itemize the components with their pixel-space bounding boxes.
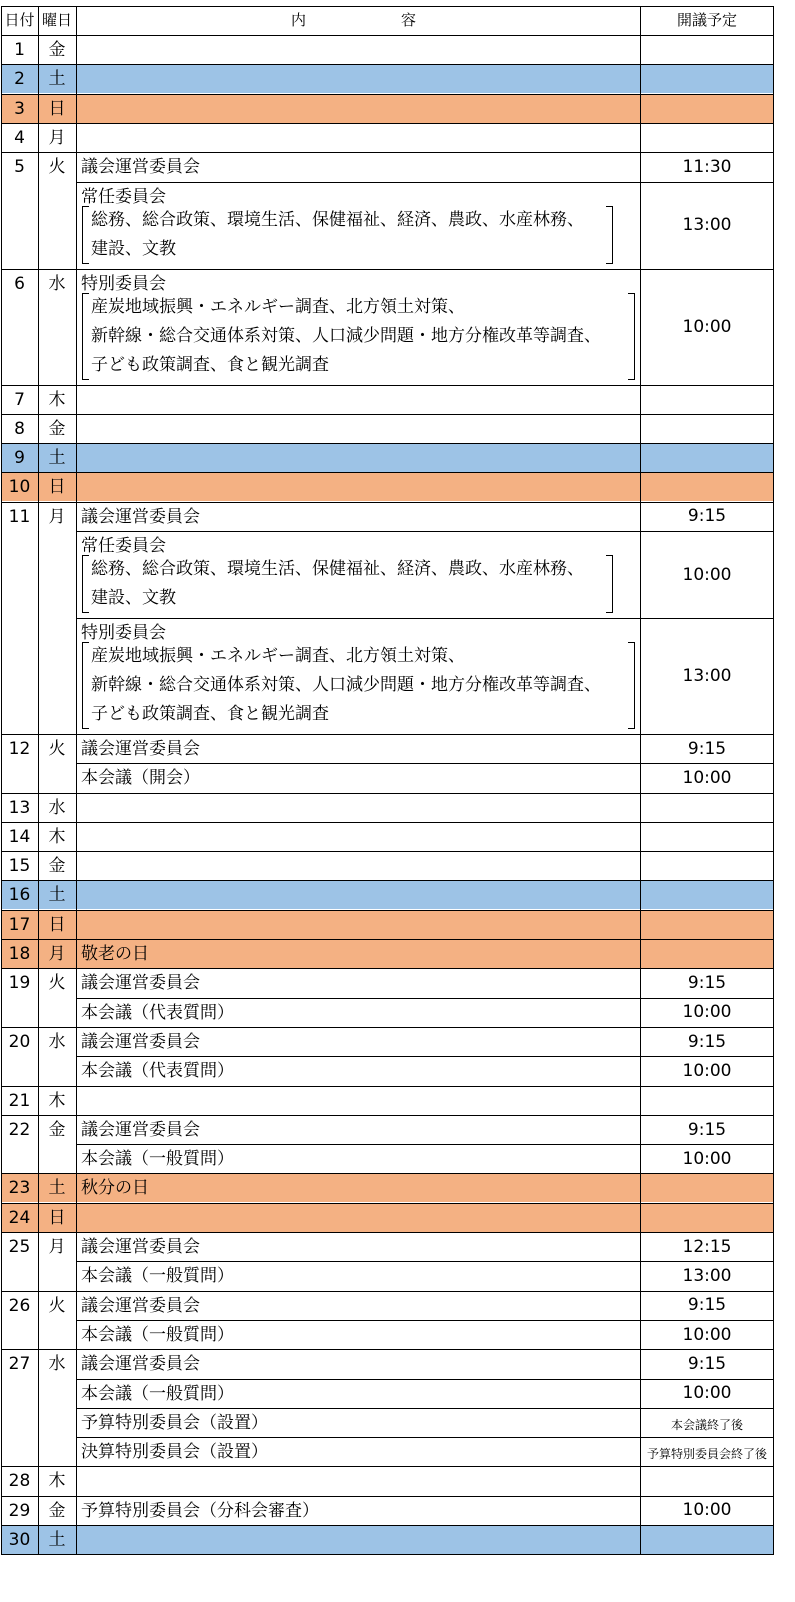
row-divider (1, 880, 774, 881)
entry-time: 10:00 (682, 1325, 732, 1345)
row-divider (1, 1203, 774, 1204)
day-number: 15 (8, 856, 31, 876)
bracket-right (606, 555, 613, 613)
entry-title: 決算特別委員会（設置） (81, 1442, 268, 1462)
entry-title: 常任委員会 (81, 187, 166, 207)
entry-title: 特別委員会 (81, 623, 166, 643)
bracket-left (82, 293, 89, 380)
entry-time: 10:00 (682, 1500, 732, 1520)
header-content-a: 内 (291, 11, 307, 29)
day-number: 10 (8, 477, 31, 497)
row-background-holiday (1, 910, 774, 939)
day-number: 6 (14, 274, 25, 294)
entry-time: 10:00 (682, 1149, 732, 1169)
weekday: 金 (48, 1120, 66, 1140)
day-number: 29 (8, 1501, 31, 1521)
day-number: 28 (8, 1471, 31, 1491)
entry-time: 10:00 (682, 317, 732, 337)
day-number: 27 (8, 1354, 31, 1374)
column-divider (38, 6, 39, 1554)
day-number: 13 (8, 798, 31, 818)
row-divider (1, 1496, 774, 1497)
weekday: 水 (48, 798, 66, 818)
entry-title: 議会運営委員会 (81, 1032, 200, 1052)
entry-title: 本会議（一般質問） (81, 1384, 234, 1404)
row-divider (1, 1173, 774, 1174)
entry-time: 9:15 (687, 1295, 727, 1315)
entry-title: 議会運営委員会 (81, 739, 200, 759)
day-number: 18 (8, 944, 31, 964)
weekday: 火 (48, 973, 66, 993)
table-right-border (773, 6, 774, 1555)
entry-title: 議会運営委員会 (81, 507, 200, 527)
table-bottom-border (1, 1554, 774, 1555)
entry-divider (76, 1261, 774, 1262)
row-divider (1, 1086, 774, 1087)
day-number: 24 (8, 1208, 31, 1228)
weekday: 火 (48, 739, 66, 759)
row-background-holiday (1, 1203, 774, 1232)
row-divider (1, 1232, 774, 1233)
header-content-b: 容 (401, 11, 417, 29)
entry-time: 13:00 (682, 1266, 732, 1286)
entry-detail-line: 子ども政策調査、食と観光調査 (91, 355, 329, 375)
weekday: 木 (48, 1091, 66, 1111)
entry-time: 11:30 (682, 157, 732, 177)
column-divider (76, 6, 77, 1554)
entry-time: 12:15 (682, 1237, 732, 1257)
entry-detail-line: 産炭地域振興・エネルギー調査、北方領土対策、 (91, 297, 465, 317)
row-divider (1, 1525, 774, 1526)
entry-detail-line: 総務、総合政策、環境生活、保健福祉、経済、農政、水産林務、 (91, 210, 584, 230)
row-background-holiday (1, 94, 774, 123)
entry-divider (76, 998, 774, 999)
row-divider (1, 123, 774, 124)
day-number: 7 (14, 390, 25, 410)
entry-time: 10:00 (682, 1383, 732, 1403)
day-number: 17 (8, 915, 31, 935)
day-number: 8 (14, 419, 25, 439)
entry-time: 予算特別委員会終了後 (646, 1447, 767, 1461)
row-divider (1, 734, 774, 735)
day-number: 21 (8, 1091, 31, 1111)
entry-time: 本会議終了後 (670, 1418, 743, 1432)
table-top-border (1, 6, 774, 7)
header-time: 開議予定 (676, 11, 737, 29)
bracket-left (82, 642, 89, 729)
day-number: 25 (8, 1237, 31, 1257)
table-left-border (1, 6, 2, 1555)
bracket-left (82, 206, 89, 264)
column-divider (640, 6, 641, 1554)
row-divider (1, 1115, 774, 1116)
entry-divider (76, 763, 774, 764)
row-divider (1, 851, 774, 852)
weekday: 月 (48, 507, 66, 527)
entry-detail-line: 新幹線・総合交通体系対策、人口減少問題・地方分権改革等調査、 (91, 326, 601, 346)
entry-time: 10:00 (682, 1002, 732, 1022)
day-number: 5 (14, 157, 25, 177)
entry-detail-line: 子ども政策調査、食と観光調査 (91, 704, 329, 724)
weekday: 日 (48, 99, 66, 119)
weekday: 水 (48, 274, 66, 294)
row-divider (1, 472, 774, 473)
entry-time: 9:15 (687, 1032, 727, 1052)
weekday: 金 (48, 40, 66, 60)
day-number: 9 (14, 448, 25, 468)
entry-title: 予算特別委員会（設置） (81, 1413, 268, 1433)
row-divider (1, 968, 774, 969)
entry-divider (76, 618, 774, 619)
entry-divider (76, 1056, 774, 1057)
row-divider (1, 793, 774, 794)
weekday: 日 (48, 1208, 66, 1228)
row-background-saturday (1, 1525, 774, 1554)
weekday: 火 (48, 1296, 66, 1316)
row-divider (1, 443, 774, 444)
day-number: 3 (14, 99, 25, 119)
day-number: 4 (14, 128, 25, 148)
weekday: 月 (48, 128, 66, 148)
entry-title: 予算特別委員会（分科会審査） (81, 1501, 319, 1521)
weekday: 火 (48, 157, 66, 177)
entry-title: 議会運営委員会 (81, 1296, 200, 1316)
row-background-holiday (1, 472, 774, 501)
day-number: 26 (8, 1296, 31, 1316)
weekday: 木 (48, 390, 66, 410)
entry-title: 議会運営委員会 (81, 973, 200, 993)
entry-detail-line: 建設、文教 (91, 588, 176, 608)
row-background-saturday (1, 64, 774, 93)
row-divider (1, 822, 774, 823)
weekday: 土 (48, 69, 66, 89)
day-number: 19 (8, 973, 31, 993)
entry-divider (76, 1408, 774, 1409)
entry-title: 敬老の日 (81, 944, 149, 964)
weekday: 月 (48, 1237, 66, 1257)
entry-time: 10:00 (682, 1061, 732, 1081)
row-divider (1, 1466, 774, 1467)
entry-divider (76, 1144, 774, 1145)
day-number: 16 (8, 885, 31, 905)
row-background-saturday (1, 443, 774, 472)
weekday: 水 (48, 1032, 66, 1052)
entry-title: 議会運営委員会 (81, 1237, 200, 1257)
header-day: 日付 (4, 11, 35, 29)
row-divider (1, 1291, 774, 1292)
entry-time: 9:15 (687, 739, 727, 759)
row-divider (1, 910, 774, 911)
header-row (1, 6, 774, 35)
day-number: 30 (8, 1530, 31, 1550)
weekday: 日 (48, 915, 66, 935)
weekday: 金 (48, 1501, 66, 1521)
entry-title: 秋分の日 (81, 1178, 149, 1198)
row-divider (1, 939, 774, 940)
weekday: 金 (48, 419, 66, 439)
row-divider (1, 1027, 774, 1028)
entry-title: 本会議（代表質問） (81, 1061, 234, 1081)
entry-title: 本会議（代表質問） (81, 1003, 234, 1023)
row-divider (1, 385, 774, 386)
entry-title: 議会運営委員会 (81, 157, 200, 177)
entry-detail-line: 産炭地域振興・エネルギー調査、北方領土対策、 (91, 646, 465, 666)
entry-detail-line: 新幹線・総合交通体系対策、人口減少問題・地方分権改革等調査、 (91, 675, 601, 695)
weekday: 土 (48, 448, 66, 468)
entry-time: 10:00 (682, 565, 732, 585)
entry-title: 本会議（一般質問） (81, 1325, 234, 1345)
entry-time: 13:00 (682, 666, 732, 686)
entry-divider (76, 531, 774, 532)
weekday: 土 (48, 885, 66, 905)
entry-title: 本会議（一般質問） (81, 1266, 234, 1286)
entry-divider (76, 182, 774, 183)
weekday: 水 (48, 1354, 66, 1374)
entry-detail-line: 総務、総合政策、環境生活、保健福祉、経済、農政、水産林務、 (91, 559, 584, 579)
row-divider (1, 152, 774, 153)
day-number: 2 (14, 69, 25, 89)
day-number: 20 (8, 1032, 31, 1052)
day-number: 1 (14, 40, 25, 60)
weekday: 木 (48, 1471, 66, 1491)
entry-time: 9:15 (687, 973, 727, 993)
weekday: 土 (48, 1530, 66, 1550)
weekday: 金 (48, 856, 66, 876)
bracket-right (606, 206, 613, 264)
entry-divider (76, 1379, 774, 1380)
bracket-right (628, 293, 635, 380)
entry-title: 特別委員会 (81, 274, 166, 294)
bracket-right (628, 642, 635, 729)
weekday: 木 (48, 827, 66, 847)
day-number: 14 (8, 827, 31, 847)
weekday: 日 (48, 477, 66, 497)
entry-time: 13:00 (682, 215, 732, 235)
row-divider (1, 269, 774, 270)
row-divider (1, 1349, 774, 1350)
bracket-left (82, 555, 89, 613)
entry-detail-line: 建設、文教 (91, 239, 176, 259)
weekday: 月 (48, 944, 66, 964)
day-number: 22 (8, 1120, 31, 1140)
entry-divider (76, 1320, 774, 1321)
row-divider (1, 414, 774, 415)
row-divider (1, 502, 774, 503)
row-divider (1, 35, 774, 36)
entry-time: 9:15 (687, 506, 727, 526)
entry-title: 本会議（開会） (81, 768, 200, 788)
entry-divider (76, 1437, 774, 1438)
day-number: 23 (8, 1178, 31, 1198)
header-weekday: 曜日 (41, 11, 72, 29)
schedule-table (1, 6, 774, 1596)
entry-title: 議会運営委員会 (81, 1120, 200, 1140)
row-divider (1, 64, 774, 65)
day-number: 11 (8, 507, 31, 527)
entry-time: 10:00 (682, 768, 732, 788)
weekday: 土 (48, 1178, 66, 1198)
entry-time: 9:15 (687, 1120, 727, 1140)
day-number: 12 (8, 739, 31, 759)
entry-title: 本会議（一般質問） (81, 1149, 234, 1169)
entry-time: 9:15 (687, 1354, 727, 1374)
entry-title: 議会運営委員会 (81, 1354, 200, 1374)
entry-title: 常任委員会 (81, 536, 166, 556)
row-divider (1, 94, 774, 95)
row-background-saturday (1, 880, 774, 909)
